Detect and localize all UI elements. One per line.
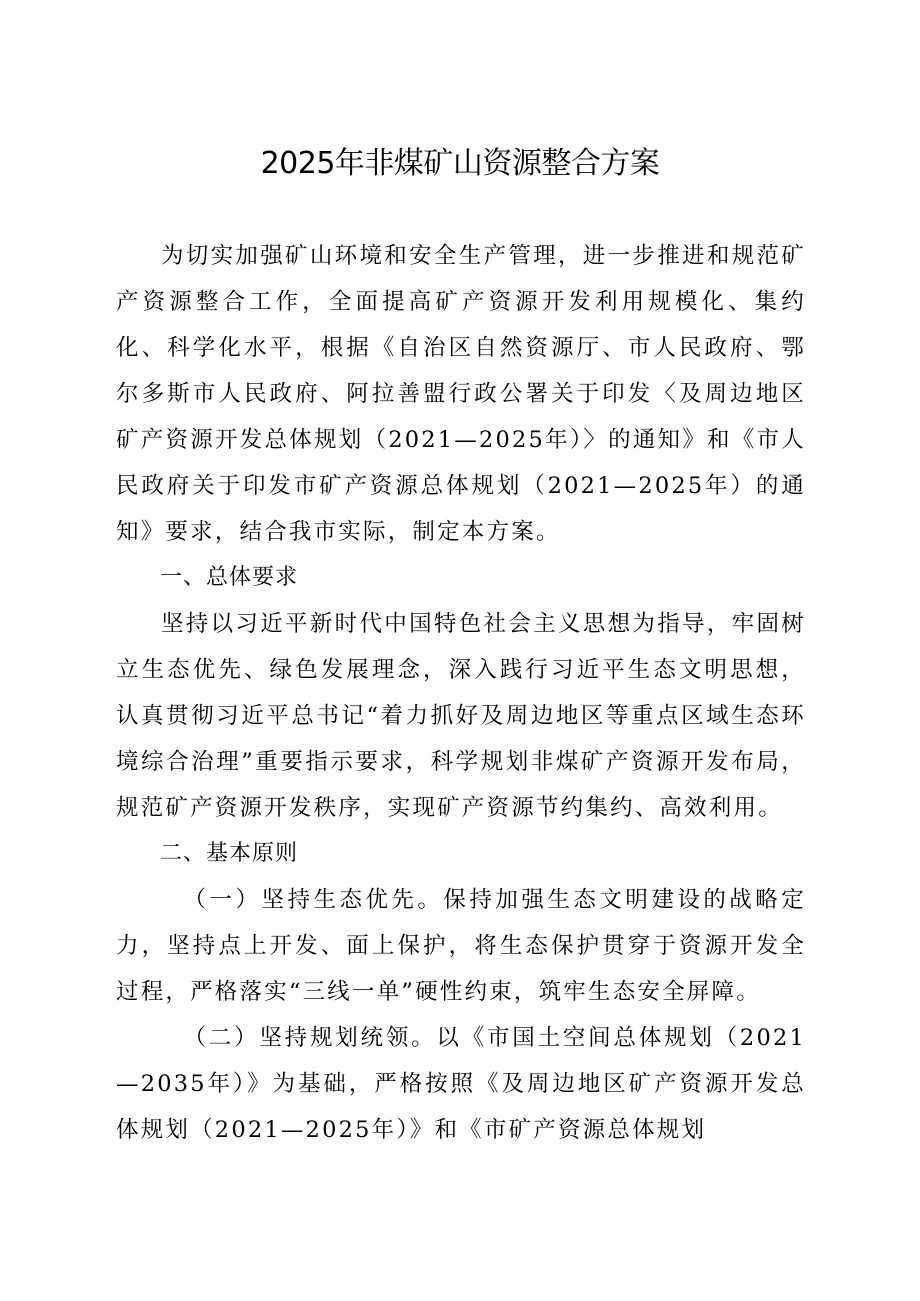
document-title: 2025年非煤矿山资源整合方案	[260, 146, 660, 181]
document-body	[116, 233, 806, 1153]
section-heading-general-requirements: 一、总体要求	[160, 565, 299, 590]
section-heading-basic-principles: 二、基本原则	[160, 841, 299, 866]
intro-paragraph: 为切实加强矿山环境和安全生产管理，进一步推进和规范矿产资源整合工作，全面提高矿产资源开发利用规模化、集约化、科学化水平，根据《自治区自然资源厅、市人民政府、鄂尔多斯市人民政府、阿拉善盟行政公署关于印发〈及周边地区矿产资源开发总体规划（2021—2025年）〉的通知》和《市人民政府关于印发市矿产资源总体规划（2021—2025年）的通知》要求，结合我市实际，制定本方案。	[116, 243, 806, 545]
general-requirements-paragraph: 坚持以习近平新时代中国特色社会主义思想为指导，牢固树立生态优先、绿色发展理念，深入践行习近平生态文明思想，认真贯彻习近平总书记“着力抓好及周边地区等重点区域生态环境综合治理”重要指示要求，科学规划非煤矿产资源开发布局，规范矿产资源开发秩序，实现矿产资源节约集约、高效利用。	[116, 611, 806, 821]
principle-planning-guidance: （二）坚持规划统领。以《市国土空间总体规划（2021—2035年）》为基础，严格按照《及周边地区矿产资源开发总体规划（2021—2025年）》和《市矿产资源总体规划	[116, 1025, 806, 1143]
principle-ecology-first: （一）坚持生态优先。保持加强生态文明建设的战略定力，坚持点上开发、面上保护，将生态保护贯穿于资源开发全过程，严格落实“三线一单”硬性约束，筑牢生态安全屏障。	[116, 887, 806, 1005]
